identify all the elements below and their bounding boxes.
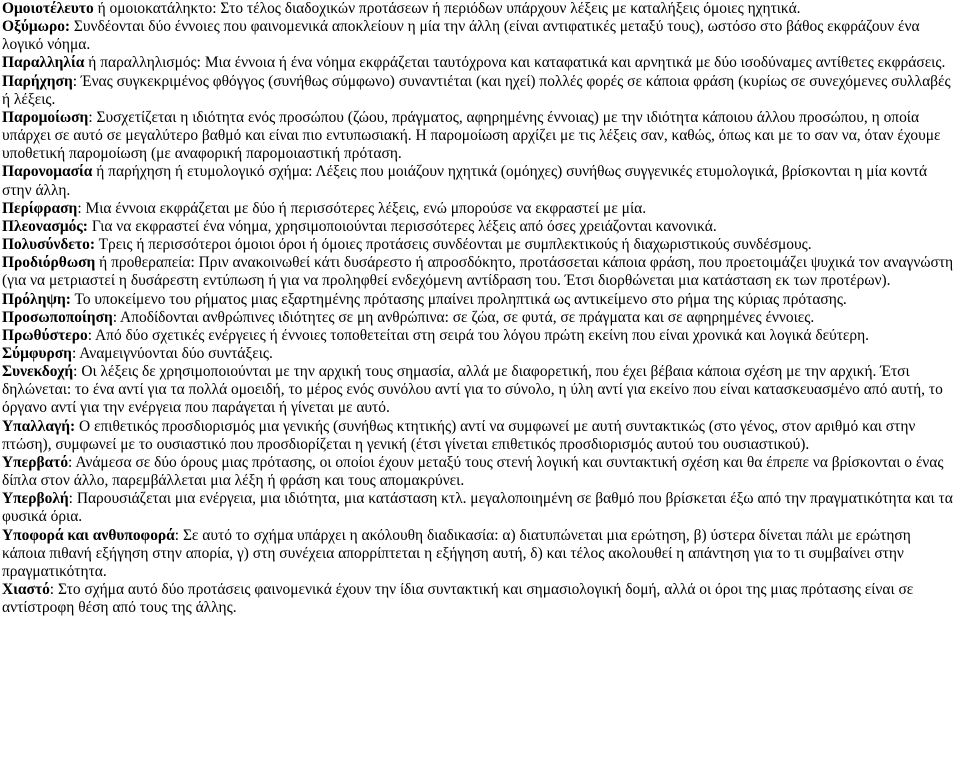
glossary-entry bbox=[2, 109, 958, 163]
entry-definition: : Μια έννοια εκφράζεται με δύο ή περισσότερες λέξεις, ενώ μπορούσε να εκφραστεί με μία. bbox=[77, 199, 647, 217]
glossary-entry bbox=[2, 527, 958, 581]
glossary-entry bbox=[2, 0, 958, 18]
glossary-entry bbox=[2, 73, 958, 109]
glossary-entry bbox=[2, 218, 958, 236]
glossary-entry bbox=[2, 363, 958, 417]
entry-definition: : Ανάμεσα σε δύο όρους μιας πρότασης, οι οποίοι έχουν μεταξύ τους στενή λογική και συντακτική σχέση και θα έπρεπε να βρίσκονται ο ένας δίπλα στον άλλο, παρεμβάλλεται μια λέξη ή φράση και τους απομακρύνει. bbox=[2, 453, 944, 490]
entry-definition: : Παρουσιάζεται μια ενέργεια, μια ιδιότητα, μια κατάσταση κτλ. μεγαλοποιημένη σε βαθμό που βρίσκεται έξω από την πραγματικότητα και τα φυσικά όρια. bbox=[2, 490, 953, 526]
entry-term: Πολυσύνδετο: bbox=[2, 236, 95, 254]
entry-term: Περίφραση bbox=[2, 199, 78, 217]
entry-term: Σύμφυρση bbox=[2, 344, 72, 362]
entry-definition: : Οι λέξεις δε χρησιμοποιούνται με την αρχική τους σημασία, αλλά με διαφορετική, που έχει βέβαια κάποια σχέση με την αρχική. Έτσι δηλώνεται: το ένα αντί για τα πολλά ομοειδή, το μέρος ενός συνόλου αντί για το σύνολο, η ύλη αντί για εκείνο που είναι κατασκευασμένο από αυτή, το όργανο αντί για την ενέργεια που παράγεται ή γίνεται με αυτό. bbox=[2, 363, 943, 417]
glossary-entry bbox=[2, 200, 958, 218]
glossary-entry bbox=[2, 309, 958, 327]
glossary-entry bbox=[2, 490, 958, 526]
entry-term: Υπερβολή bbox=[2, 490, 69, 508]
glossary-entry bbox=[2, 581, 958, 617]
entry-definition: Το υποκείμενο του ρήματος μιας εξαρτημένης πρότασης μπαίνει προληπτικά ως αντικείμενο στο ρήμα της κύριας πρότασης. bbox=[70, 290, 847, 308]
entry-definition: Τρεις ή περισσότεροι όμοιοι όροι ή όμοιες προτάσεις συνδέονται με συμπλεκτικούς ή διαχωριστικούς συνδέσμους. bbox=[95, 236, 812, 254]
entry-definition: Ο επιθετικός προσδιορισμός μια γενικής (συνήθως κτητικής) αντί να συμφωνεί με αυτή συντακτικώς (στο γένος, στον αριθμό και στην πτώση), συμφωνεί με το ουσιαστικό που προσδιορίζεται η γενική (έτσι γίνεται επιθετικός προσδιορισμός αυτού του ουσιαστικού). bbox=[2, 417, 916, 453]
entry-term: Συνεκδοχή bbox=[2, 363, 74, 381]
entry-definition: : Αναμειγνύονται δύο συντάξεις. bbox=[71, 344, 273, 362]
entry-definition: : Ένας συγκεκριμένος φθόγγος (συνήθως σύμφωνο) συναντιέται (και ηχεί) πολλές φορές σε κάποια φράση (κυρίως σε συνεχόμενες συλλαβές ή λέξεις. bbox=[2, 72, 951, 108]
glossary-entry bbox=[2, 254, 958, 290]
entry-term: Ομοιοτέλευτο bbox=[2, 0, 94, 17]
glossary-entry bbox=[2, 327, 958, 345]
entry-definition: ή παρήχηση ή ετυμολογικό σχήμα: Λέξεις που μοιάζουν ηχητικά (ομόηχες) συνήθως συγγενικές ετυμολογικά, βρίσκονται η μία κοντά στην άλλη. bbox=[2, 163, 928, 199]
glossary-entry bbox=[2, 291, 958, 309]
entry-term: Πρωθύστερο bbox=[2, 326, 88, 344]
entry-term: Υπερβατό bbox=[2, 453, 69, 471]
entry-term: Υπαλλαγή: bbox=[2, 417, 76, 435]
entry-definition: ή ομοιοκατάληκτο: Στο τέλος διαδοχικών προτάσεων ή περιόδων υπάρχουν λέξεις με καταλήξεις όμοιες ηχητικά. bbox=[93, 0, 801, 17]
entry-definition: : Σε αυτό το σχήμα υπάρχει η ακόλουθη διαδικασία: α) διατυπώνεται μια ερώτηση, β) ύστερα δίνεται πάλι με ερώτηση κάποια πιθανή εξήγηση στην απορία, γ) στη συνέχεια απορρίπτεται η εξήγηση αυτή, δ) και τέλος ακολουθεί η απάντηση για το τι συμβαίνει στην πραγματικότητα. bbox=[2, 526, 911, 580]
entry-definition: Συνδέονται δύο έννοιες που φαινομενικά αποκλείουν η μία την άλλη (είναι αντιφατικές μεταξύ τους), ωστόσο στο βάθος εκφράζουν ένα λογικό νόημα. bbox=[2, 18, 920, 54]
entry-definition: : Συσχετίζεται η ιδιότητα ενός προσώπου (ζώου, πράγματος, αφηρημένης έννοιας) με την ιδιότητα κάποιου άλλου προσώπου, η οποία υπάρχει σε αυτό σε μεγαλύτερο βαθμό και είναι πιο εντυπωσιακή. Η παρομοίωση αρχίζει με τις λέξεις σαν, καθώς, όπως και με το σαν να, όταν έχουμε υποθετική παρομοίωση (με αναφορική παρομοιαστική πρόταση. bbox=[2, 108, 941, 163]
entry-term: Πρόληψη: bbox=[2, 290, 71, 308]
entry-term: Παρονομασία bbox=[2, 163, 93, 181]
entry-term: Παρήχηση bbox=[2, 72, 73, 90]
glossary-entry bbox=[2, 454, 958, 490]
glossary-entry bbox=[2, 18, 958, 54]
entry-term: Χιαστό bbox=[2, 581, 50, 598]
entry-term: Πλεονασμός: bbox=[2, 217, 88, 235]
glossary-entry bbox=[2, 163, 958, 199]
entry-term: Προδιόρθωση bbox=[2, 254, 96, 272]
glossary-entry bbox=[2, 54, 958, 72]
entry-definition: ή παραλληλισμός: Μια έννοια ή ένα νόημα εκφράζεται ταυτόχρονα και καταφατικά και αρνητικά με δύο ισοδύναμες αντίθετες εκφράσεις. bbox=[84, 54, 946, 72]
entry-term: Παραλληλία bbox=[2, 54, 85, 72]
entry-term: Παρομοίωση bbox=[2, 108, 89, 126]
glossary-entry bbox=[2, 418, 958, 454]
entry-definition: : Από δύο σχετικές ενέργειες ή έννοιες τοποθετείται στη σειρά του λόγου πρώτη εκείνη που είναι χρονικά και λογικά δεύτερη. bbox=[87, 326, 870, 344]
entry-definition: Για να εκφραστεί ένα νόημα, χρησιμοποιούνται περισσότερες λέξεις από όσες χρειάζονται κανονικά. bbox=[87, 217, 717, 235]
glossary-entry bbox=[2, 345, 958, 363]
entry-definition: : Στο σχήμα αυτό δύο προτάσεις φαινομενικά έχουν την ίδια συντακτική και σημασιολογική δομή, αλλά οι όροι της μιας πρότασης είναι σε αντίστροφη θέση από τους της άλλης. bbox=[2, 581, 914, 617]
entry-term: Οξύμωρο: bbox=[2, 18, 71, 36]
entry-term: Υποφορά και ανθυποφορά bbox=[2, 526, 175, 544]
entry-term: Προσωποποίηση bbox=[2, 308, 113, 326]
entry-definition: : Αποδίδονται ανθρώπινες ιδιότητες σε μη ανθρώπινα: σε ζώα, σε φυτά, σε πράγματα και σε αφηρημένες έννοιες. bbox=[112, 308, 815, 326]
entry-definition: ή προθεραπεία: Πριν ανακοινωθεί κάτι δυσάρεστο ή απροσδόκητο, προτάσσεται κάποια φράση, που προετοιμάζει ψυχικά τον αναγνώστη (για να μετριαστεί η δυσάρεστη εντύπωση ή για να προληφθεί ενδεχόμενη αντίδραση του. Έτσι διορθώνεται μια κατάσταση εκ των προτέρων). bbox=[2, 254, 954, 290]
glossary-entry bbox=[2, 236, 958, 254]
